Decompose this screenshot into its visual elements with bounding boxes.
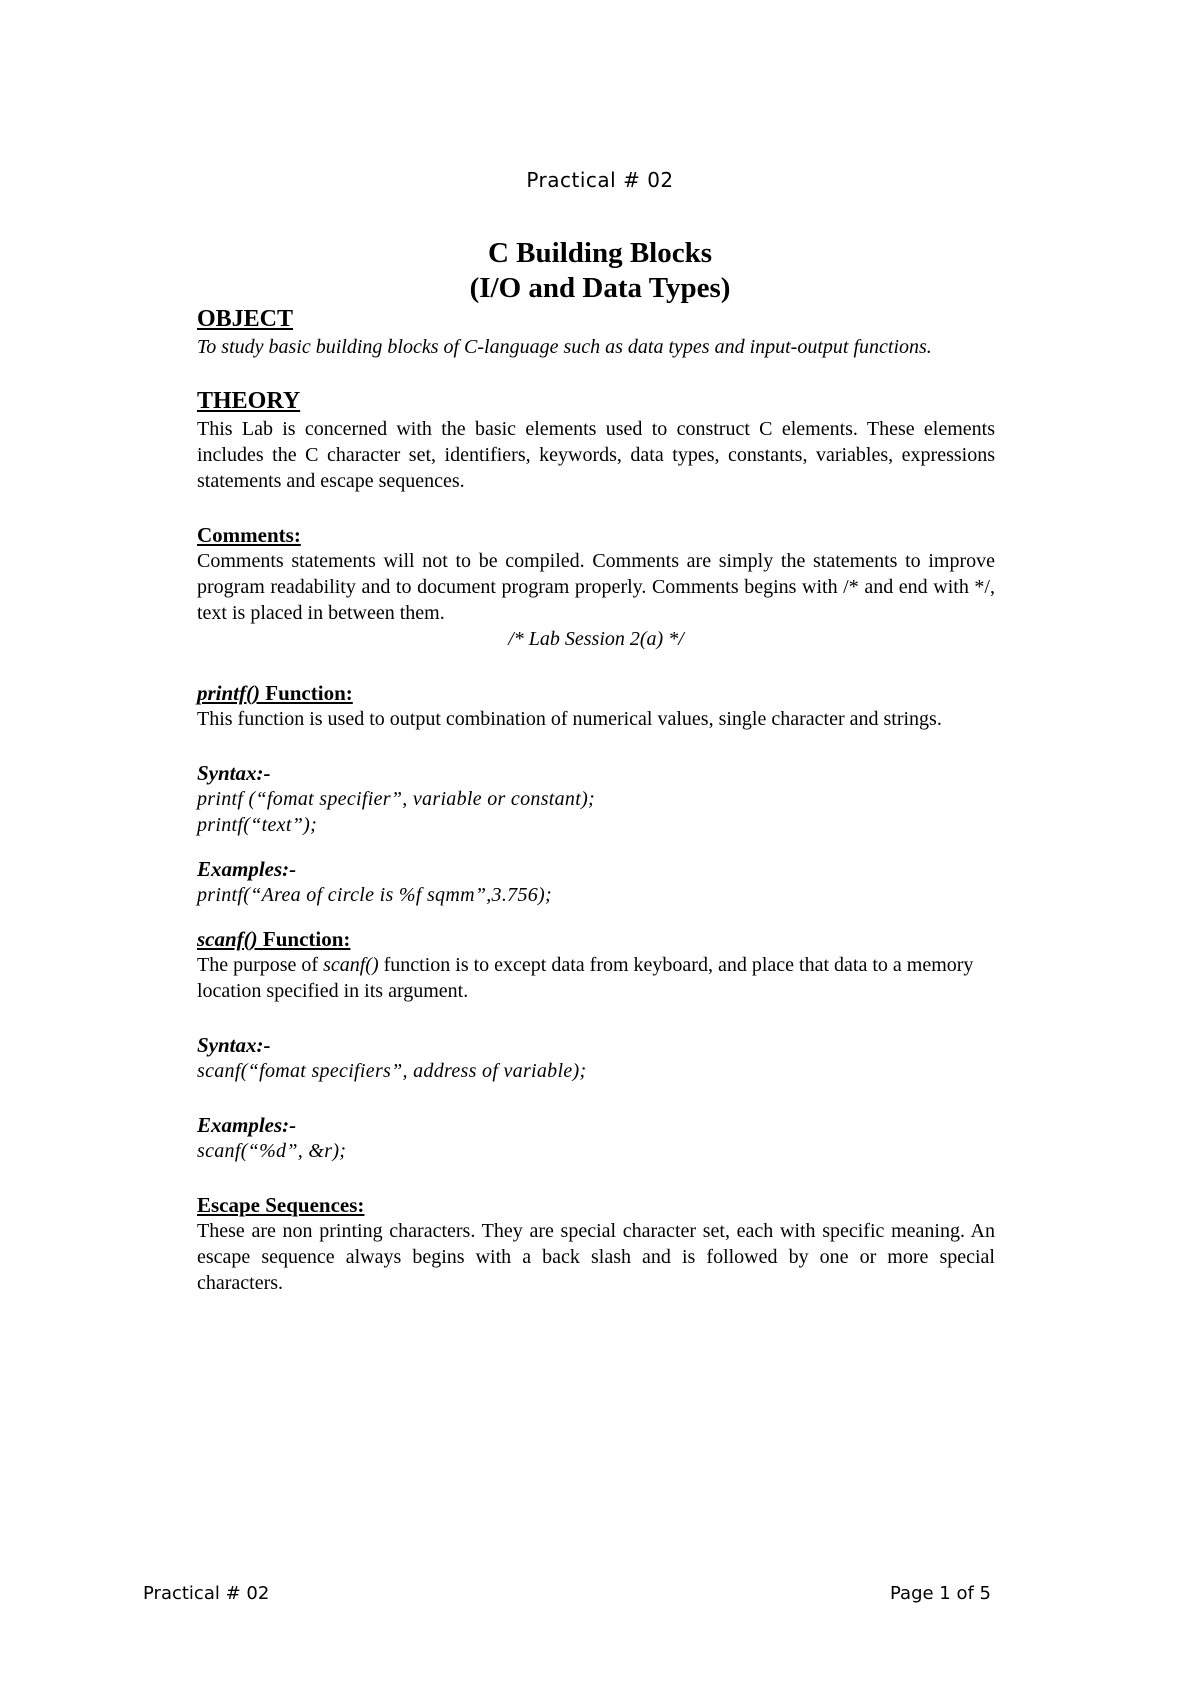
printf-heading-rest: Function: (260, 681, 353, 705)
printf-heading (197, 680, 995, 706)
printf-syntax-heading: Syntax:- (197, 761, 271, 785)
escape-heading: Escape Sequences: (197, 1193, 365, 1217)
title-line-2: (I/O and Data Types) (469, 272, 731, 304)
escape-text: These are non printing characters. They are special character set, each with specific meaning. An escape sequence always begins with a back slash and is followed by one or more special characters. (197, 1220, 995, 1294)
printf-examples-heading: Examples:- (197, 857, 297, 881)
footer-left: Practical # 02 (143, 1583, 270, 1604)
page-header: Practical # 02 (526, 168, 674, 192)
comments-example: /* Lab Session 2(a) */ (508, 628, 684, 650)
scanf-examples-heading: Examples:- (197, 1113, 297, 1137)
document-title (0, 236, 1200, 306)
object-text: To study basic building blocks of C-language such as data types and input-output functions. (197, 336, 932, 358)
footer-page-number: Page 1 of 5 (890, 1583, 991, 1604)
printf-syntax-line-2: printf(“text”); (197, 814, 318, 836)
scanf-syntax-heading: Syntax:- (197, 1033, 271, 1057)
scanf-heading-fn: scanf() (197, 927, 258, 951)
title-line-1: C Building Blocks (487, 237, 713, 269)
scanf-heading (197, 926, 995, 952)
theory-heading: THEORY (197, 388, 301, 414)
document-body (197, 304, 995, 1296)
object-heading: OBJECT (197, 306, 294, 332)
scanf-text-fn: scanf() (323, 954, 379, 976)
scanf-syntax-line-1: scanf(“fomat specifiers”, address of variable); (197, 1060, 587, 1082)
scanf-text-before: The purpose of (197, 954, 324, 976)
comments-heading: Comments: (197, 523, 301, 547)
scanf-text-after: function is to except data from keyboard, and place that data to a memory location specified in its argument. (197, 954, 974, 1002)
scanf-heading-rest: Function: (257, 927, 351, 951)
comments-text: Comments statements will not to be compiled. Comments are simply the statements to improve program readability and to document program properly. Comments begins with /* and end with */, text is placed in between them. (197, 550, 995, 624)
scanf-example-line-1: scanf(“%d”, &r); (197, 1140, 347, 1162)
printf-heading-fn: printf() (197, 681, 260, 705)
printf-text: This function is used to output combination of numerical values, single character and strings. (197, 708, 942, 730)
printf-syntax-line-1: printf (“fomat specifier”, variable or constant); (197, 788, 596, 810)
printf-example-line-1: printf(“Area of circle is %f sqmm”,3.756); (197, 884, 552, 906)
scanf-text (197, 952, 995, 1004)
theory-text: This Lab is concerned with the basic elements used to construct C elements. These elements includes the C character set, identifiers, keywords, data types, constants, variables, expressions statements and escape sequences. (197, 418, 995, 492)
